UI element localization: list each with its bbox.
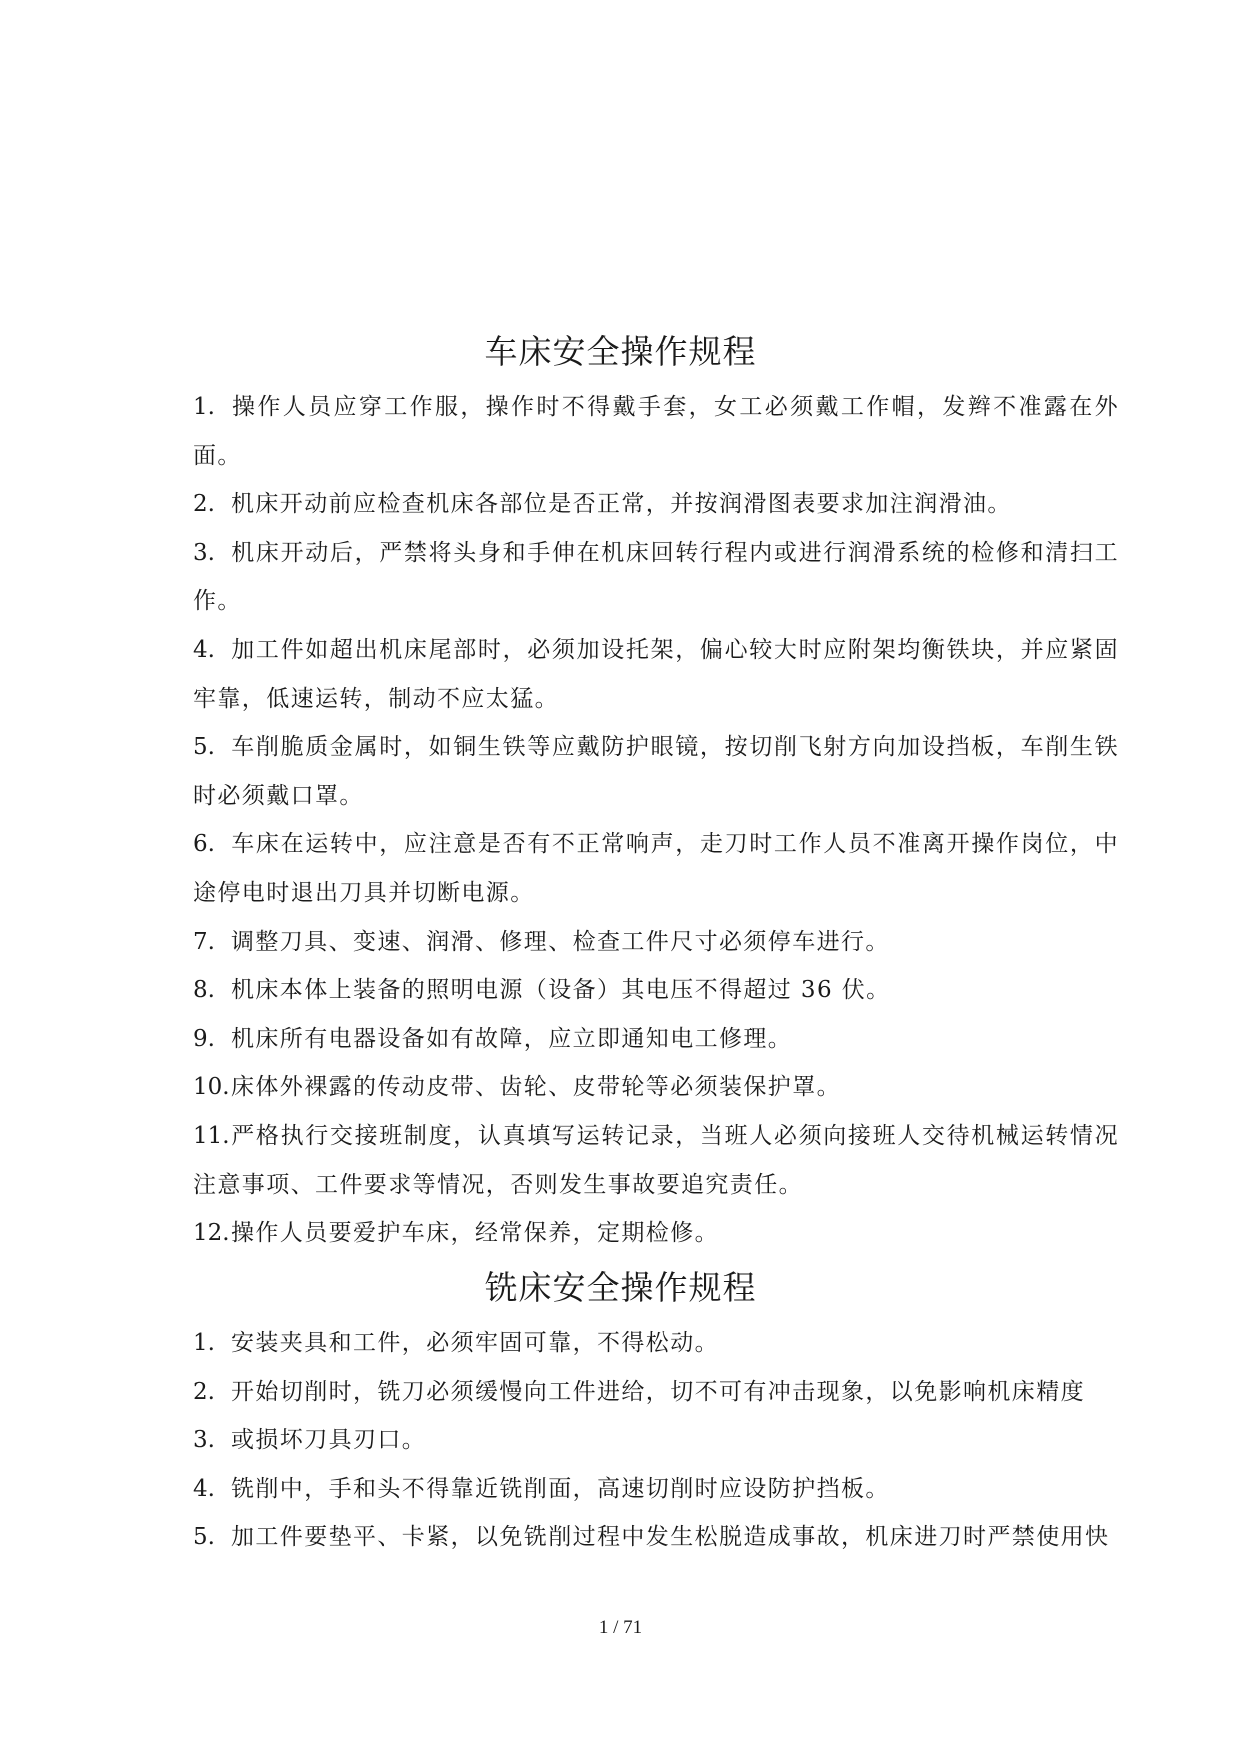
rule-item (193, 1368, 1119, 1417)
rule-item (193, 1112, 1119, 1209)
rule-item (193, 1015, 1119, 1064)
rule-item (193, 1416, 1119, 1465)
rule-item (193, 1319, 1119, 1368)
rule-item (193, 383, 1119, 480)
rule-number: 7. (193, 928, 215, 955)
rule-text: 铣削中，手和头不得靠近铣削面，高速切削时应设防护挡板。 (231, 1475, 890, 1502)
rule-text: 开始切削时，铣刀必须缓慢向工件进给，切不可有冲击现象，以免影响机床精度 (231, 1378, 1085, 1405)
rule-item (193, 1465, 1119, 1514)
rule-item (193, 820, 1119, 917)
rule-text: 严格执行交接班制度，认真填写运转记录，当班人必须向接班人交待机械运转情况注意事项、工件要求等情况，否则发生事故要追究责任。 (193, 1122, 1119, 1198)
rule-item (193, 480, 1119, 529)
rule-item (193, 966, 1119, 1015)
rule-number: 3. (193, 1427, 215, 1454)
rule-item (193, 1513, 1119, 1562)
rule-number: 2. (193, 491, 215, 518)
rule-number: 9. (193, 1025, 215, 1052)
rule-text: 操作人员应穿工作服，操作时不得戴手套，女工必须戴工作帽，发辫不准露在外面。 (193, 394, 1119, 469)
rule-text: 机床本体上装备的照明电源（设备）其电压不得超过 36 伏。 (231, 977, 891, 1004)
rule-text: 车床在运转中，应注意是否有不正常响声，走刀时工作人员不准离开操作岗位，中途停电时退出刀具并切断电源。 (193, 831, 1119, 906)
rule-item (193, 1063, 1119, 1112)
rule-text: 机床开动后，严禁将头身和手伸在机床回转行程内或进行润滑系统的检修和清扫工作。 (193, 539, 1119, 615)
rule-number: 5. (193, 734, 215, 761)
rule-number: 3. (193, 539, 215, 566)
rule-number: 1. (193, 394, 215, 420)
rule-text: 加工件要垫平、卡紧，以免铣削过程中发生松脱造成事故，机床进刀时严禁使用快 (231, 1524, 1110, 1551)
section-milling-rules (193, 1319, 1119, 1562)
rule-number: 12. (193, 1220, 230, 1247)
rule-number: 4. (193, 636, 215, 663)
rule-item (193, 723, 1119, 820)
rule-text: 加工件如超出机床尾部时，必须加设托架，偏心较大时应附架均衡铁块，并应紧固牢靠，低速运转，制动不应太猛。 (193, 636, 1119, 712)
rule-text: 或损坏刀具刃口。 (231, 1427, 427, 1454)
rule-text: 调整刀具、变速、润滑、修理、检查工件尺寸必须停车进行。 (231, 928, 890, 955)
page-number: 1 / 71 (598, 1617, 643, 1638)
rule-number: 6. (193, 831, 215, 858)
rule-text: 机床开动前应检查机床各部位是否正常，并按润滑图表要求加注润滑油。 (231, 491, 1012, 518)
section-title-milling: 铣床安全操作规程 (484, 1268, 757, 1307)
rule-number: 1. (193, 1330, 215, 1356)
rule-number: 2. (193, 1378, 215, 1405)
rule-text: 车削脆质金属时，如铜生铁等应戴防护眼镜，按切削飞射方向加设挡板，车削生铁时必须戴口罩。 (193, 734, 1119, 809)
section-title-lathe: 车床安全操作规程 (484, 332, 757, 371)
rule-text: 机床所有电器设备如有故障，应立即通知电工修理。 (231, 1025, 793, 1052)
rule-number: 11. (193, 1122, 230, 1149)
rule-text: 安装夹具和工件，必须牢固可靠，不得松动。 (231, 1330, 719, 1356)
rule-item (193, 918, 1119, 967)
rule-item (193, 626, 1119, 723)
rule-item (193, 529, 1119, 626)
rule-text: 操作人员要爱护车床，经常保养，定期检修。 (231, 1220, 719, 1247)
section-lathe-rules (193, 383, 1119, 1258)
rule-number: 10. (193, 1074, 230, 1101)
rule-number: 8. (193, 977, 215, 1004)
rule-text: 床体外裸露的传动皮带、齿轮、皮带轮等必须装保护罩。 (231, 1074, 841, 1101)
rule-item (193, 1209, 1119, 1258)
rule-number: 4. (193, 1475, 215, 1502)
rule-number: 5. (193, 1524, 215, 1551)
